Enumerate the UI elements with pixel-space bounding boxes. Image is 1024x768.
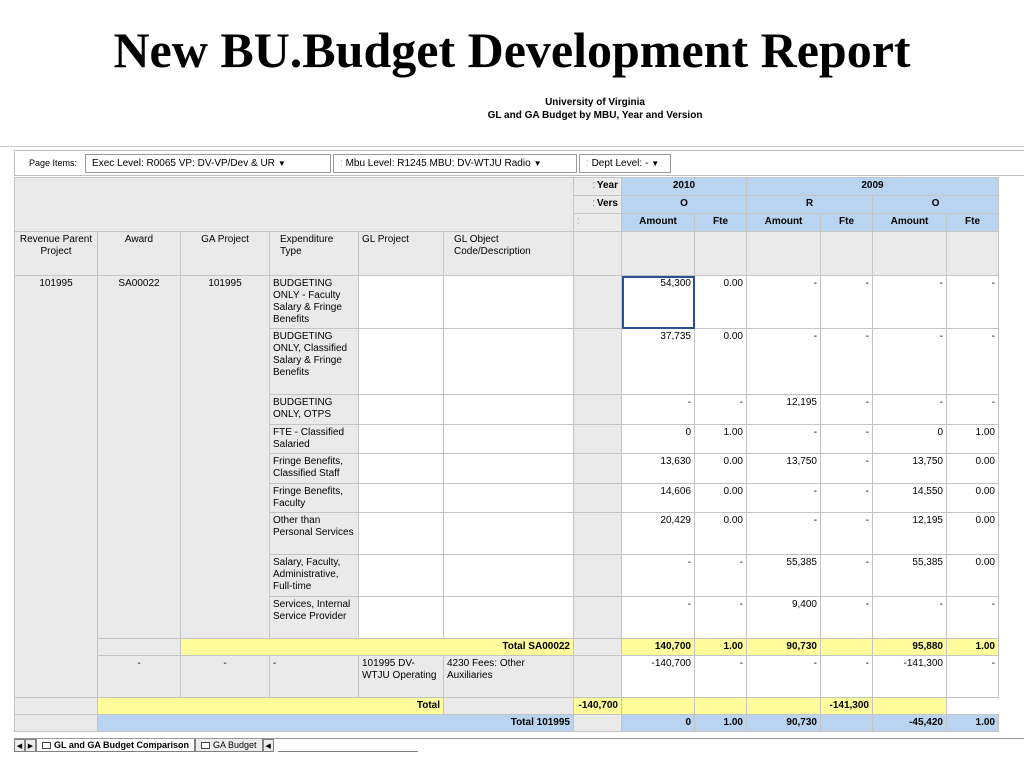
total-cell[interactable]: [622, 698, 695, 715]
gl-project-cell: [359, 395, 444, 425]
data-cell[interactable]: -: [747, 425, 821, 454]
expenditure-cell[interactable]: Services, Internal Service Provider: [270, 597, 359, 639]
total-cell[interactable]: 95,880: [873, 639, 947, 656]
gl-object-cell: [444, 555, 574, 597]
dropdown-arrow-icon: ▼: [277, 158, 286, 168]
year-2010-header[interactable]: 2010: [622, 178, 747, 196]
data-cell[interactable]: -: [873, 597, 947, 639]
dept-level-dropdown[interactable]: [579, 154, 671, 173]
data-cell[interactable]: -140,700: [622, 656, 695, 698]
ga-project-cell[interactable]: 101995: [181, 276, 270, 639]
data-cell[interactable]: 0.00: [695, 484, 747, 513]
table-icon: [42, 742, 51, 749]
data-cell[interactable]: -: [821, 454, 873, 484]
data-cell[interactable]: -: [821, 555, 873, 597]
report-title: [0, 96, 1024, 122]
header-spacer: [873, 232, 947, 276]
gl-project-cell: [359, 329, 444, 395]
data-cell[interactable]: 1.00: [947, 425, 999, 454]
col-header-expenditure[interactable]: Expenditure Type: [270, 232, 359, 276]
data-cell[interactable]: -: [873, 329, 947, 395]
gl-object-cell: [444, 329, 574, 395]
grand-total-cell[interactable]: [821, 715, 873, 732]
table-icon: [201, 742, 210, 749]
tab-scroll-left-icon[interactable]: ◀: [263, 739, 274, 752]
expenditure-cell[interactable]: FTE - Classified Salaried: [270, 425, 359, 454]
header-spacer: [622, 232, 695, 276]
grand-total-cell[interactable]: 90,730: [747, 715, 821, 732]
data-cell[interactable]: -: [873, 395, 947, 425]
data-cell[interactable]: 13,630: [622, 454, 695, 484]
dropdown-arrow-icon: ▼: [533, 158, 542, 168]
subtotal-label: Total SA00022: [181, 639, 574, 656]
data-cell[interactable]: -: [947, 395, 999, 425]
tab-scroll-left-icon[interactable]: ◀: [14, 739, 25, 752]
col-header-revenue[interactable]: Revenue Parent Project: [15, 232, 98, 276]
header-spacer: [821, 232, 873, 276]
gl-object-cell: [444, 597, 574, 639]
data-cell[interactable]: -141,300: [873, 656, 947, 698]
data-cell[interactable]: 37,735: [622, 329, 695, 395]
drag-handle-icon[interactable]: ⁚: [340, 158, 343, 168]
data-cell[interactable]: 14,550: [873, 484, 947, 513]
header-spacer: [695, 232, 747, 276]
year-label: ⁚ Year: [574, 178, 622, 196]
measure-handle: ⁚: [574, 214, 622, 232]
data-cell[interactable]: 1.00: [695, 425, 747, 454]
table-row: [15, 276, 999, 329]
gl-project-cell: [359, 276, 444, 329]
data-cell[interactable]: -: [821, 656, 873, 698]
expenditure-cell[interactable]: Other than Personal Services: [270, 513, 359, 555]
vers-2009-r[interactable]: R: [747, 196, 873, 214]
data-cell[interactable]: 0.00: [947, 484, 999, 513]
fte-header[interactable]: Fte: [947, 214, 999, 232]
spacer-cell: [574, 555, 622, 597]
total-cell[interactable]: 90,730: [747, 639, 821, 656]
spacer-cell: [444, 698, 574, 715]
spacer-cell: [574, 276, 622, 329]
year-2009-header[interactable]: 2009: [747, 178, 999, 196]
spacer-cell: [574, 329, 622, 395]
data-cell[interactable]: -: [821, 484, 873, 513]
gl-project-cell: [359, 513, 444, 555]
slide-title: New BU.Budget Development Report: [113, 22, 911, 78]
data-cell[interactable]: 0.00: [695, 276, 747, 329]
data-cell[interactable]: 0.00: [695, 329, 747, 395]
gl-object-cell[interactable]: 4230 Fees: Other Auxiliaries: [444, 656, 574, 698]
spacer-cell: [574, 715, 622, 732]
award-cell[interactable]: SA00022: [98, 276, 181, 639]
data-cell[interactable]: -: [622, 597, 695, 639]
col-header-award[interactable]: Award: [98, 232, 181, 276]
grand-total-cell[interactable]: 1.00: [947, 715, 999, 732]
revenue-blank: [15, 715, 98, 732]
award-cell[interactable]: -: [98, 656, 181, 698]
data-cell[interactable]: -: [695, 656, 747, 698]
data-cell[interactable]: -: [747, 276, 821, 329]
data-cell[interactable]: -: [947, 597, 999, 639]
spacer-cell: [574, 639, 622, 656]
data-cell[interactable]: -: [873, 276, 947, 329]
gl-project-cell: [359, 425, 444, 454]
tab-scroll-right-icon[interactable]: ▶: [25, 739, 36, 752]
expenditure-cell[interactable]: BUDGETING ONLY, Classified Salary & Fringe Benefits: [270, 329, 359, 395]
data-cell[interactable]: 0: [873, 425, 947, 454]
horizontal-scrollbar[interactable]: [278, 739, 418, 752]
data-cell[interactable]: -: [821, 425, 873, 454]
report-grid: [14, 177, 1024, 737]
data-cell[interactable]: -: [747, 329, 821, 395]
grand-total-cell[interactable]: 1.00: [695, 715, 747, 732]
gl-project-cell: [359, 454, 444, 484]
tab-label: GA Budget: [213, 740, 257, 750]
gl-object-cell: [444, 513, 574, 555]
subtotal-row: [15, 698, 999, 715]
data-cell[interactable]: 55,385: [747, 555, 821, 597]
header-spacer: [947, 232, 999, 276]
vers-2009-o[interactable]: O: [873, 196, 999, 214]
data-cell[interactable]: -: [622, 555, 695, 597]
data-cell[interactable]: -: [947, 276, 999, 329]
data-cell[interactable]: -: [622, 395, 695, 425]
spacer-cell: [574, 656, 622, 698]
expenditure-cell[interactable]: Fringe Benefits, Faculty: [270, 484, 359, 513]
dept-level-value: Dept Level: -: [591, 157, 649, 169]
data-cell[interactable]: -: [695, 555, 747, 597]
gl-object-cell: [444, 276, 574, 329]
header-blank: [15, 178, 574, 232]
data-cell[interactable]: -: [821, 329, 873, 395]
gl-project-cell: [359, 484, 444, 513]
data-cell[interactable]: 14,606: [622, 484, 695, 513]
col-header-gl-project[interactable]: GL Project: [359, 232, 444, 276]
spacer-cell: [574, 454, 622, 484]
data-cell[interactable]: 0.00: [947, 513, 999, 555]
fte-header[interactable]: Fte: [821, 214, 873, 232]
data-cell[interactable]: -: [695, 597, 747, 639]
gl-object-cell: [444, 484, 574, 513]
data-cell[interactable]: -: [947, 329, 999, 395]
data-cell[interactable]: -: [747, 513, 821, 555]
vers-label: ⁚ Vers: [574, 196, 622, 214]
data-cell[interactable]: -: [821, 513, 873, 555]
subtotal-row: [15, 639, 999, 656]
tab-label: GL and GA Budget Comparison: [54, 740, 190, 750]
total-label: Total: [98, 698, 444, 715]
amount-header[interactable]: Amount: [873, 214, 947, 232]
data-cell[interactable]: 12,195: [747, 395, 821, 425]
report-title-line1: University of Virginia: [545, 97, 645, 108]
revenue-parent-cell[interactable]: 101995: [15, 276, 98, 698]
gl-object-cell: [444, 425, 574, 454]
spacer-cell: [574, 425, 622, 454]
tab-ga-budget[interactable]: [195, 739, 263, 752]
expenditure-cell[interactable]: BUDGETING ONLY, OTPS: [270, 395, 359, 425]
expenditure-cell[interactable]: Salary, Faculty, Administrative, Full-time: [270, 555, 359, 597]
data-cell[interactable]: 13,750: [873, 454, 947, 484]
tab-gl-ga-budget-comparison[interactable]: [36, 739, 195, 752]
fte-header[interactable]: Fte: [695, 214, 747, 232]
data-cell[interactable]: -: [821, 597, 873, 639]
grand-total-label: Total 101995: [98, 715, 574, 732]
header-spacer: [747, 232, 821, 276]
data-cell[interactable]: 20,429: [622, 513, 695, 555]
col-header-gl-object[interactable]: GL Object Code/Description: [444, 232, 574, 276]
data-cell[interactable]: 0.00: [947, 454, 999, 484]
mbu-level-dropdown[interactable]: [333, 154, 577, 173]
mbu-level-value: Mbu Level: R1245 MBU: DV-WTJU Radio: [345, 157, 531, 169]
vers-2010-o[interactable]: O: [622, 196, 747, 214]
grand-total-row: [15, 715, 999, 732]
budget-table: [14, 177, 999, 732]
selected-cell[interactable]: 54,300: [622, 276, 695, 329]
data-cell[interactable]: -: [947, 656, 999, 698]
total-cell[interactable]: -140,700: [574, 698, 622, 715]
grand-total-cell[interactable]: 0: [622, 715, 695, 732]
data-cell[interactable]: -: [747, 484, 821, 513]
data-cell[interactable]: 0.00: [695, 454, 747, 484]
page-items-bar: [14, 150, 1024, 176]
data-cell[interactable]: -: [821, 276, 873, 329]
report-title-line2: GL and GA Budget by MBU, Year and Version: [487, 110, 703, 121]
data-cell[interactable]: 0.00: [695, 513, 747, 555]
total-cell[interactable]: [821, 639, 873, 656]
gl-project-cell: [359, 597, 444, 639]
data-cell[interactable]: -: [695, 395, 747, 425]
header-spacer: [574, 232, 622, 276]
amount-header[interactable]: Amount: [747, 214, 821, 232]
spacer-cell: [574, 395, 622, 425]
gl-object-cell: [444, 395, 574, 425]
expenditure-cell[interactable]: Fringe Benefits, Classified Staff: [270, 454, 359, 484]
total-cell[interactable]: [695, 698, 747, 715]
data-cell[interactable]: 13,750: [747, 454, 821, 484]
dropdown-arrow-icon: ▼: [651, 158, 660, 168]
ga-project-cell[interactable]: -: [181, 656, 270, 698]
total-cell[interactable]: [747, 698, 821, 715]
total-cell[interactable]: -141,300: [821, 698, 873, 715]
award-blank: [15, 698, 98, 715]
total-cell[interactable]: 1.00: [947, 639, 999, 656]
data-cell[interactable]: 9,400: [747, 597, 821, 639]
gl-project-cell: [359, 555, 444, 597]
divider: [0, 146, 1024, 147]
table-row: [15, 656, 999, 698]
exec-level-value: Exec Level: R0065 VP: DV-VP/Dev & UR: [92, 157, 275, 169]
amount-header[interactable]: Amount: [622, 214, 695, 232]
gl-object-cell: [444, 454, 574, 484]
grand-total-cell[interactable]: -45,420: [873, 715, 947, 732]
data-cell[interactable]: -: [747, 656, 821, 698]
spacer-cell: [574, 513, 622, 555]
col-header-ga-project[interactable]: GA Project: [181, 232, 270, 276]
drag-handle-icon[interactable]: ⁚: [586, 158, 589, 168]
total-cell[interactable]: 140,700: [622, 639, 695, 656]
page-items-label: Page Items:: [29, 158, 78, 168]
data-cell[interactable]: 0.00: [947, 555, 999, 597]
data-cell[interactable]: -: [821, 395, 873, 425]
award-blank: [98, 639, 181, 656]
gl-project-cell[interactable]: 101995 DV-WTJU Operating: [359, 656, 444, 698]
exec-level-dropdown[interactable]: [85, 154, 331, 173]
sheet-tabs-bar: [14, 738, 1024, 752]
data-cell[interactable]: 12,195: [873, 513, 947, 555]
expenditure-cell[interactable]: BUDGETING ONLY - Faculty Salary & Fringe Benefits: [270, 276, 359, 329]
spacer-cell: [574, 597, 622, 639]
total-cell[interactable]: [873, 698, 947, 715]
total-cell[interactable]: 1.00: [695, 639, 747, 656]
spacer-cell: [574, 484, 622, 513]
data-cell[interactable]: 55,385: [873, 555, 947, 597]
expenditure-cell[interactable]: -: [270, 656, 359, 698]
data-cell[interactable]: 0: [622, 425, 695, 454]
